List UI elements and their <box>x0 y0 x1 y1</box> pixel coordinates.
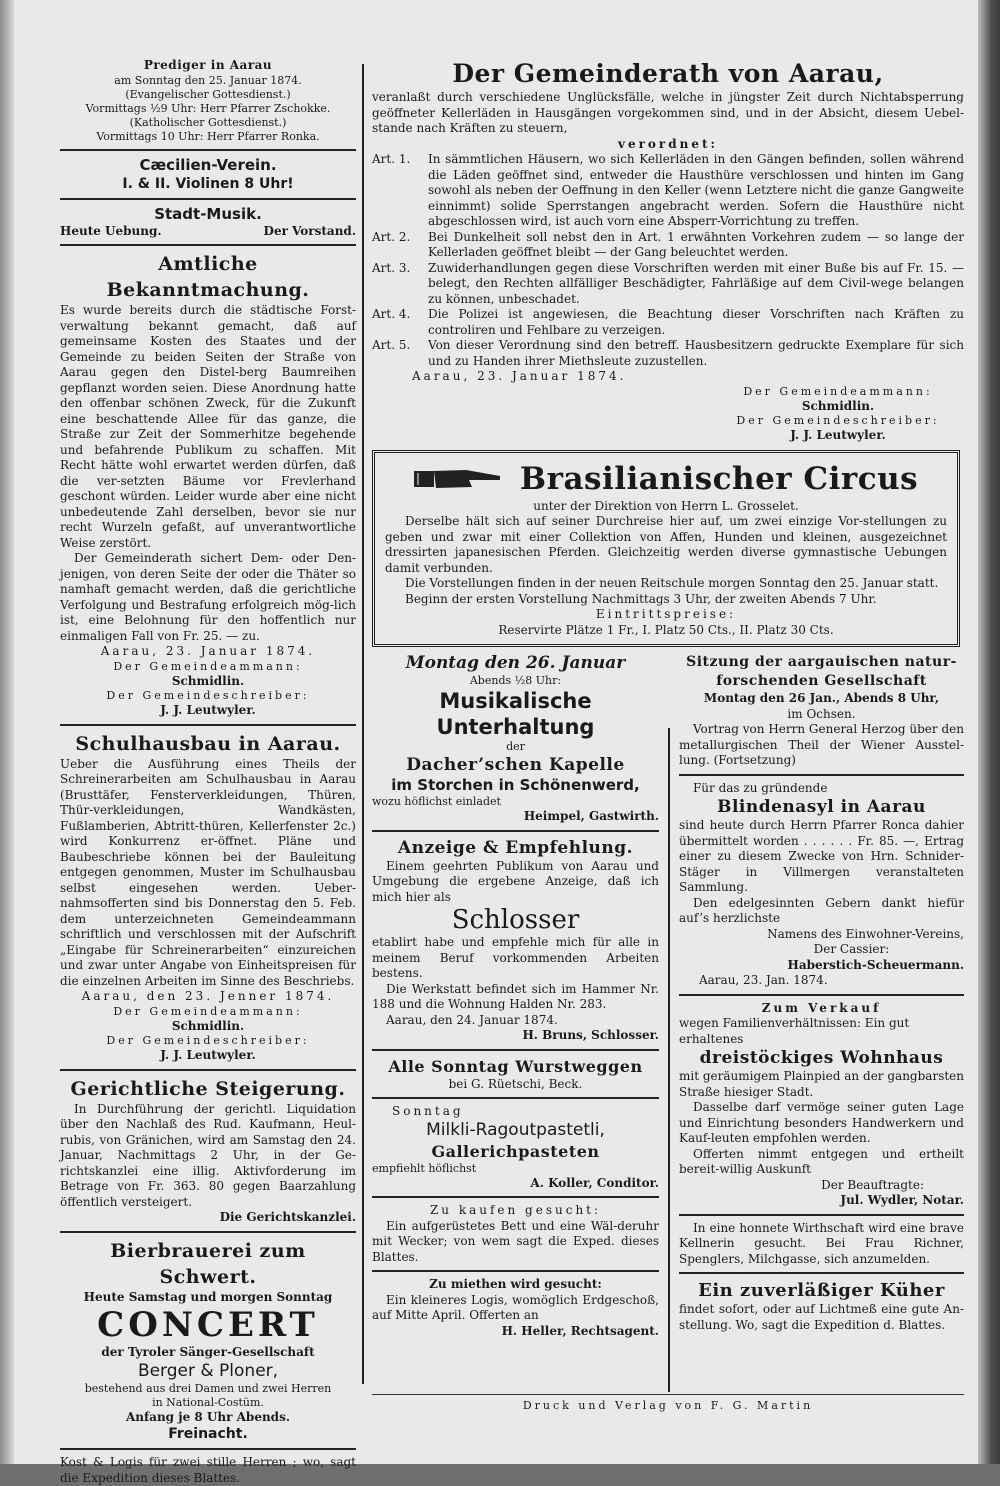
kaufen-text: Ein aufgerüstetes Bett und eine Wäl-deruhr mit Wecker; von wem sagt die Exped. dieses Blattes. <box>372 1218 659 1264</box>
musik-ad <box>372 653 659 825</box>
anzeige-p2: etablirt habe und empfehle mich für alle in meinem Beruf vorkommenden Arbeiten bestens. <box>372 935 659 980</box>
article-5-text: Von dieser Verordnung sind den betreff. Hausbesitzern gedruckte Exemplare für sich und zu Handen ihrer Miethsleute zuzustellen. <box>428 338 964 368</box>
left-column <box>60 58 356 1485</box>
prediger-kath: (Katholischer Gottesdienst.) <box>129 115 287 129</box>
miethen-title: Zu miethen wird gesucht: <box>429 1277 602 1291</box>
kost-logis-notice: Kost & Logis für zwei stille Herren ; wo, sagt die Expedition dieses Blattes. <box>60 1455 356 1485</box>
circus-p2: Die Vorstellungen finden in der neuen Reitschule morgen Sonntag den 25. Januar statt. <box>405 576 939 590</box>
article-4-label: Art. 4. <box>372 307 411 321</box>
amtlich-notice <box>60 251 356 719</box>
musik-der: der <box>506 740 525 753</box>
anzeige-p3: Die Werkstatt befindet sich im Hammer Nr. 188 und die Wohnung Halden Nr. 283. <box>372 981 659 1011</box>
gemeinderath-notice <box>372 58 964 444</box>
schulhaus-notice <box>60 731 356 1064</box>
blinden-p2: Den edelgesinnten Gebern dankt hiefür auf’s herzlichste <box>678 895 964 925</box>
blinden-p1: sind heute durch Herrn Pfarrer Ronca dahier übermittelt worden . . . . . . Fr. 85. —, Ertrag einer zu diesem Zwecke von Hrn. Schnider-Stäger in Villmergen veranstalteten Sammlung. <box>678 818 964 894</box>
blinden-cassier: Der Cassier: <box>813 942 890 956</box>
kaufen-title: Zu kaufen gesucht: <box>429 1203 602 1217</box>
circus-ad <box>372 450 960 648</box>
sitzung-text: Vortrag von Herrn General Herzog über den metallurgischen Theil der Wiener Ausstel-lung. (Fortsetzung) <box>678 722 964 767</box>
bier-line1: Heute Samstag und morgen Sonntag <box>83 1289 333 1304</box>
milkli-ad <box>372 1104 659 1191</box>
article-4-text: Die Polizei ist angewiesen, die Beachtung dieser Vorschriften nach Kräften zu controliren und Fehlbare zu verzeigen. <box>428 307 964 337</box>
milkli-rec: empfiehlt höflichst <box>372 1161 477 1175</box>
anzeige-ad <box>372 837 659 1044</box>
sitzung-title2: forschenden Gesellschaft <box>716 673 927 689</box>
amtlich-p2: Der Gemeinderath sichert Dem- oder Den-jenigen, von deren Seite der oder die Thäter so namhaft gemacht werden, daß die gerichtliche Verfolgung und Bestrafung erfolgreich mög-lich ist, eine Belohnung für den hoffentlich nur einmaligen Fall von Fr. 25. — zu. <box>60 551 356 643</box>
schulhaus-title: Schulhausbau in Aarau. <box>75 732 341 755</box>
steigerung-notice <box>60 1076 356 1226</box>
sitzung-title1: Sitzung der aargauischen natur- <box>686 654 957 670</box>
miethen-text: Ein kleineres Logis, womöglich Erdgeschoß, auf Mitte April. Offerten an <box>372 1292 659 1322</box>
milkli-sign: A. Koller, Conditor. <box>530 1175 659 1190</box>
gemeinderath-amm-name: Schmidlin. <box>801 398 875 413</box>
sitzung-ad <box>679 653 964 769</box>
bier-line5: Anfang je 8 Uhr Abends. <box>125 1409 291 1424</box>
article-1 <box>372 152 964 230</box>
circus-p3: Beginn der ersten Vorstellung Nachmittags 3 Uhr, der zweiten Abends 7 Uhr. <box>405 591 877 606</box>
gemeinderath-schr-name: J. J. Leutwyler. <box>790 428 886 442</box>
verkauf-p1: Dasselbe darf vermöge seiner guten Lage und Einrichtung besonders Handwerkern und Kauf-leuten empfohlen werden. <box>678 1100 964 1145</box>
musik-sign: Heimpel, Gastwirth. <box>523 809 659 823</box>
prediger-notice <box>60 58 356 144</box>
article-1-text: In sämmtlichen Häusern, wo sich Kellerläden in den Gängen befinden, sollen während die Läden geöffnet sind, entweder die Hausthüre verschlossen und hinten im Gang sowohl als neben der Oeffnung in den Keller (wenn Letztere nicht die ganze Gangweite einnimmt) solide Sperrstangen angebracht werden. Sofern die Hausthüre nicht abgeschlossen wird, ist auch vorn eine Absperr-Vorrichtung zu treffen. <box>428 152 964 228</box>
steigerung-p1: In Durchführung der gerichtl. Liquidation über den Nachlaß des Rud. Kaufmann, Heul-rubis, von Gränichen, wird am Samstag den 24. Januar, Nachmittags 2 Uhr, in der Ge-richtskanzlei eine illig. Aktivforderung im Betrage von Fr. 363. 80 gegen Baarzahlung öffentlich versteigert. <box>60 1101 356 1209</box>
prediger-title: Prediger in Aarau <box>143 58 273 72</box>
verkauf-p2: Offerten nimmt entgegen und ertheilt bereit-willig Auskunft <box>678 1146 964 1176</box>
stadtmusik-title: Stadt-Musik. <box>154 204 262 223</box>
wurst-ad <box>372 1056 659 1093</box>
gemeinderath-amm-label: Der Gemeindeammann: <box>743 384 933 398</box>
article-5 <box>372 338 964 369</box>
verkauf-ad <box>679 1001 964 1209</box>
stadtmusik-notice <box>60 205 356 240</box>
lower-ads <box>372 653 964 1339</box>
article-3-text: Zuwiderhandlungen gegen diese Vorschriften werden mit einer Buße bis auf Fr. 15. — belegt, den Rechten allfälliger Beschädigter, Fahrläßige auf dem Civil-wege belangen zu können, unbeschadet. <box>428 260 964 306</box>
article-5-label: Art. 5. <box>372 338 411 352</box>
schulhaus-schr-label: Der Gemeindeschreiber: <box>106 1034 310 1047</box>
bier-line2: der Tyroler Sänger-Gesellschaft <box>101 1345 315 1359</box>
miethen-sign: H. Heller, Rechtsagent. <box>501 1323 659 1338</box>
prediger-kath-line: Vormittags 10 Uhr: Herr Pfarrer Ronka. <box>96 129 320 143</box>
musik-place: im Storchen in Schönenwerd, <box>391 776 640 794</box>
wurst-line: Alle Sonntag Wurstweggen <box>388 1056 643 1076</box>
article-2 <box>372 230 964 261</box>
verkauf-line1: wegen Familienverhältnissen: Ein gut erhaltenes <box>678 1016 910 1046</box>
kuher-title: Ein zuverläßiger Küher <box>698 1280 945 1301</box>
schulhaus-amm-label: Der Gemeindeammann: <box>113 1004 303 1018</box>
anzeige-p1: Einem geehrten Publikum von Aarau und Umgebung die ergebene Anzeige, daß ich mich hier als <box>372 858 659 904</box>
gemeinderath-verordnet: verordnet: <box>618 136 718 151</box>
bier-line4: in National-Costüm. <box>152 1395 264 1409</box>
article-1-label: Art. 1. <box>372 152 411 166</box>
stadtmusik-left: Heute Uebung. <box>60 223 162 238</box>
prediger-evang: (Evangelischer Gottesdienst.) <box>125 87 291 101</box>
verkauf-line2: mit geräumigem Plainpied an der gangbarsten Straße hiesiger Stadt. <box>678 1069 964 1099</box>
musik-kapelle: Dacher’schen Kapelle <box>406 755 625 775</box>
blinden-date: Aarau, 23. Jan. 1874. <box>698 973 828 987</box>
page-edge-right <box>978 0 1000 1464</box>
anzeige-title: Anzeige & Empfehlung. <box>397 837 634 858</box>
article-3-label: Art. 3. <box>372 260 411 275</box>
anzeige-trade: Schlosser <box>451 905 580 935</box>
gemeinderath-title: Der Gemeinderath von Aarau, <box>452 59 884 88</box>
blinden-name: Haberstich-Scheuermann. <box>787 957 964 972</box>
amtlich-schr-label: Der Gemeindeschreiber: <box>106 689 310 702</box>
caecilien-title: Cæcilien-Verein. <box>139 155 277 174</box>
bier-title: Bierbrauerei zum Schwert. <box>110 1239 306 1288</box>
stadtmusik-right: Der Vorstand. <box>263 223 356 238</box>
schulhaus-p1: Ueber die Ausführung eines Theils der Schreinerarbeiten am Schulhausbau in Aarau (Brusttäfer, Fensterverkleidungen, Thüren, Thür-verkleidungen, Wandkästen, Fußlamberien, Abtritt-thüren, Kellerfenster 2c.) wird Konkurrenz er-öffnet. Pläne und Baubeschriebe können bei der Bauleitung entgegen genommen, Muster im Schulhausbau selbst eingesehen werden. Ueber-nahmsofferten sind bis Donnerstag den 5. Feb. dem unterzeichneten Gemeindeammann schriftlich und verschlossen mit der Aufschrift „Eingabe für Schreinerarbeiten“ einzureichen und zwar unter Angabe von Einheitspreisen für die einzelnen Arbeiten im Sinne des Beschriebs. <box>60 756 356 988</box>
amtlich-amm-label: Der Gemeindeammann: <box>113 659 303 673</box>
musik-invite: wozu höflichst einladet <box>372 795 501 808</box>
sitzung-date: Montag den 26 Jan., Abends 8 Uhr, <box>703 691 940 705</box>
bier-line6: Freinacht. <box>168 1426 248 1442</box>
page-edge-left <box>0 0 14 1464</box>
footer-imprint: Druck und Verlag von F. G. Martin <box>522 1399 814 1412</box>
article-2-text: Bei Dunkelheit soll nebst den in Art. 1 erwähnten Vorkehren zudem — so lange der Kellerladen geöffnet bleibt — der Gang beleuchtet werden. <box>428 229 964 259</box>
prediger-evang-line: Vormittags ½9 Uhr: Herr Pfarrer Zschokke. <box>85 101 331 115</box>
milkli-title2: Gallerichpasteten <box>431 1141 600 1161</box>
footer-rule <box>372 1394 964 1395</box>
kellnerin-ad: In eine honnete Wirthschaft wird eine brave Kellnerin gesucht. Bei Frau Richner, Spenglers, Milchgasse, sich anzumelden. <box>678 1220 964 1266</box>
steigerung-title: Gerichtliche Steigerung. <box>70 1077 346 1100</box>
lower-ads-left <box>372 653 669 1339</box>
kuher-text: findet sofort, oder auf Lichtmeß eine gute An-stellung. Wo, sagt die Expedition d. Blattes. <box>678 1302 964 1332</box>
anzeige-sign: H. Bruns, Schlosser. <box>522 1028 659 1042</box>
circus-title: Brasilianischer Circus <box>519 460 919 497</box>
blinden-intro: Für das zu gründende <box>692 780 828 795</box>
musik-time: Abends ½8 Uhr: <box>469 674 562 687</box>
circus-prices-title: Eintrittspreise: <box>595 607 737 621</box>
kaufen-ad <box>372 1203 659 1265</box>
musik-title: Musikalische Unterhaltung <box>436 689 595 739</box>
lower-ads-right <box>669 653 964 1339</box>
caecilien-notice <box>60 156 356 193</box>
gemeinderath-date: Aarau, 23. Januar 1874. <box>412 369 627 383</box>
caecilien-line: I. & II. Violinen 8 Uhr! <box>122 175 294 192</box>
article-3 <box>372 261 964 308</box>
sitzung-place: im Ochsen. <box>787 706 856 721</box>
verkauf-title: Zum Verkauf <box>761 1000 882 1015</box>
verkauf-beauf: Der Beauftragte: <box>821 1177 924 1192</box>
anzeige-date: Aarau, den 24. Januar 1874. <box>386 1012 558 1027</box>
verkauf-house: dreistöckiges Wohnhaus <box>699 1048 944 1068</box>
verkauf-name: Jul. Wydler, Notar. <box>840 1193 964 1207</box>
amtlich-date: Aarau, 23. Januar 1874. <box>100 644 316 658</box>
milkli-day: Sonntag <box>392 1104 464 1118</box>
amtlich-schr-name: J. J. Leutwyler. <box>160 703 256 717</box>
bier-notice <box>60 1238 356 1444</box>
bier-concert: CONCERT <box>97 1305 319 1345</box>
circus-prices: Reservirte Plätze 1 Fr., I. Platz 50 Cts., II. Platz 30 Cts. <box>498 622 834 637</box>
blinden-org: Namens des Einwohner-Vereins, <box>767 926 964 941</box>
pointing-hand-icon <box>414 466 504 492</box>
amtlich-p1: Es wurde bereits durch die städtische Forst-verwaltung bekannt gemacht, daß auf gemeinsame Kosten des Staates und der Gemeinde zu beiden Seiten der Straße von Aarau gegen den Distel-berg Baumreihen gepflanzt worden seien. Diese Anordnung hatte den offenbar schönen Zweck, für die Zukunft eine beschattende Allee für das ganze, die Straße zur Zeit der Sommerhitze begehende und befahrende Publikum zu schaffen. Mit Recht hätte wohl erwartet werden dürfen, daß die ver-setzten Bäume vor Frevlerhand geschont würden. Leider wurde aber eine nicht unbedeutende Zahl derselben, bevor sie nur recht Wurzeln gefaßt, auf unverantwortliche Weise zerstört. <box>60 303 356 550</box>
prediger-date: am Sonntag den 25. Januar 1874. <box>114 73 302 87</box>
bier-line3: bestehend aus drei Damen und zwei Herren <box>84 1381 332 1395</box>
milkli-title1: Milkli-Ragoutpastetli, <box>426 1119 605 1140</box>
circus-direction: unter der Direktion von Herrn L. Grosselet. <box>533 498 799 513</box>
bier-names: Berger & Ploner, <box>137 1360 279 1381</box>
schulhaus-schr-name: J. J. Leutwyler. <box>160 1048 256 1062</box>
amtlich-title: Amtliche Bekanntmachung. <box>106 253 310 301</box>
article-4 <box>372 307 964 338</box>
kuher-ad <box>679 1279 964 1333</box>
wurst-sub: bei G. Rüetschi, Beck. <box>448 1076 583 1091</box>
musik-date: Montag den 26. Januar <box>405 653 626 673</box>
blinden-ad <box>679 781 964 989</box>
gemeinderath-intro: veranlaßt durch verschiedene Unglücksfälle, welche in jüngster Zeit durch Nichtabsperrung geöffneter Kellerläden in Hausgängen vorgekommen sind, und in der Absicht, diesem Uebel-stande nach Kräften zu steuern, <box>372 90 964 135</box>
gemeinderath-schr-label: Der Gemeindeschreiber: <box>736 414 940 427</box>
column-rule <box>362 64 364 1384</box>
circus-p1: Derselbe hält sich auf seiner Durchreise hier auf, um zwei einzige Vor-stellungen zu geben und zwar mit einer Collektion von Affen, Hunden und kleinen, ausgezeichnet dressirten japanesischen Pferden. Gleichzeitig werden diverse gymnastische Uebungen damit verbunden. <box>385 514 947 575</box>
blinden-title: Blindenasyl in Aarau <box>717 797 926 817</box>
miethen-ad <box>372 1277 659 1339</box>
amtlich-amm-name: Schmidlin. <box>171 673 245 688</box>
right-column <box>372 58 964 1388</box>
schulhaus-amm-name: Schmidlin. <box>171 1018 245 1033</box>
schulhaus-date: Aarau, den 23. Jenner 1874. <box>81 989 335 1003</box>
steigerung-sign: Die Gerichtskanzlei. <box>219 1210 356 1224</box>
article-2-label: Art. 2. <box>372 229 411 244</box>
